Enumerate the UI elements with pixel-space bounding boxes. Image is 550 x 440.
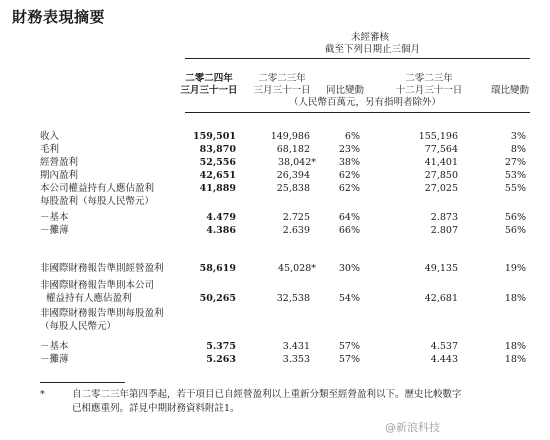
footnote-line2: 已相應重列。詳見中期財務資料附註1。 [72,403,240,414]
watermark: @新浪科技 [385,421,440,434]
cell-col4: 42,681 [424,293,458,304]
cell-col2: 45,028* [278,263,316,274]
row-label: 非國際財務報告準則本公司 [40,280,155,291]
cell-col4: 2.807 [430,225,458,236]
footnote-line1: 自二零二三年第四季起，若干項目已自經營盈利以上重新分類至經營盈利以下。歷史比較數字 [72,389,462,400]
row-label: 經營盈利 [40,157,79,168]
header-col4-date: 十二月三十一日 [395,85,463,96]
cell-col5: 8% [510,144,526,155]
cell-col1: 58,619 [199,263,236,274]
cell-col1: 83,870 [199,144,236,155]
row-label: －基本 [40,212,69,223]
cell-col3: 62% [338,170,360,181]
cell-col1: 52,556 [199,157,236,168]
row-label: 非國際財務報告準則每股盈利 [40,308,164,319]
row-label: 每股盈利（每股人民幣元） [40,196,155,207]
row-label: 本公司權益持有人應佔盈利 [40,183,155,194]
footnote-mark: * [40,389,45,400]
cell-col3: 64% [338,212,360,223]
cell-col3: 54% [338,293,360,304]
cell-col3: 62% [338,183,360,194]
row-label: 收入 [40,131,60,142]
header-period: 截至下列日期止三個月 [324,44,420,55]
cell-col4: 27,025 [424,183,458,194]
row-label: －基本 [40,341,69,352]
cell-col1: 5.375 [206,341,236,352]
cell-col1: 5.263 [206,354,236,365]
cell-col5: 19% [504,263,526,274]
header-col2-year: 二零二三年 [258,73,306,84]
cell-col1: 41,889 [199,183,236,194]
cell-col3: 57% [338,354,360,365]
row-label: 權益持有人應佔盈利 [46,293,132,304]
header-col1-date: 三月三十一日 [180,85,238,96]
header-rule-bottom [185,112,530,113]
cell-col2: 3.431 [282,341,310,352]
cell-col3: 66% [338,225,360,236]
header-unaudited: 未經審核 [350,32,389,43]
cell-col4: 27,850 [424,170,458,181]
cell-col4: 2.873 [430,212,458,223]
cell-col1: 159,501 [193,131,236,142]
cell-col2: 2.639 [282,225,310,236]
cell-col1: 4.386 [206,225,236,236]
cell-col3: 30% [338,263,360,274]
page-title: 財務表現摘要 [12,8,106,26]
cell-col4: 49,135 [424,263,458,274]
header-col3: 同比變動 [325,85,364,96]
header-col1-year: 二零二四年 [185,73,233,84]
cell-col3: 38% [338,157,360,168]
cell-col3: 57% [338,341,360,352]
row-label: （每股人民幣元） [40,321,117,332]
header-rule-top [185,58,530,59]
header-col4-year: 二零二三年 [405,73,453,84]
cell-col2: 32,538 [276,293,310,304]
cell-col4: 4.443 [430,354,458,365]
cell-col2: 2.725 [282,212,310,223]
row-label: －攤薄 [40,225,69,236]
cell-col5: 18% [504,354,526,365]
cell-col5: 56% [504,212,526,223]
cell-col3: 23% [338,144,360,155]
row-label: －攤薄 [40,354,69,365]
row-label: 期內盈利 [40,170,79,181]
cell-col1: 4.479 [206,212,236,223]
cell-col5: 55% [504,183,526,194]
cell-col5: 18% [504,293,526,304]
cell-col5: 53% [504,170,526,181]
cell-col4: 77,564 [424,144,458,155]
cell-col4: 155,196 [418,131,458,142]
cell-col2: 25,838 [276,183,310,194]
header-unit: （人民幣百萬元，另有指明者除外） [288,97,441,108]
cell-col5: 18% [504,341,526,352]
row-label: 非國際財務報告準則經營盈利 [40,263,164,274]
cell-col3: 6% [344,131,360,142]
cell-col2: 38,042* [278,157,316,168]
cell-col2: 3.353 [282,354,310,365]
cell-col2: 26,394 [276,170,310,181]
cell-col2: 68,182 [276,144,310,155]
header-col2-date: 三月三十一日 [253,85,311,96]
cell-col1: 42,651 [199,170,236,181]
cell-col4: 4.537 [430,341,458,352]
cell-col5: 56% [504,225,526,236]
row-label: 毛利 [40,144,60,155]
footnote-rule [40,382,125,383]
header-col5: 環比變動 [490,85,529,96]
cell-col1: 50,265 [199,293,236,304]
cell-col2: 149,986 [270,131,310,142]
cell-col4: 41,401 [424,157,458,168]
cell-col5: 3% [510,131,526,142]
cell-col5: 27% [504,157,526,168]
